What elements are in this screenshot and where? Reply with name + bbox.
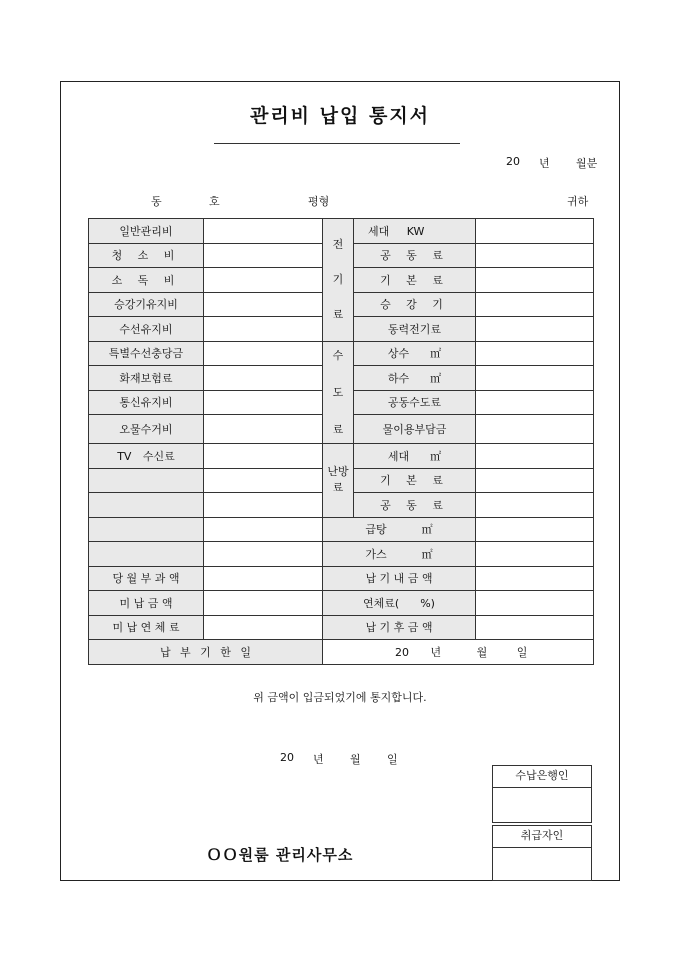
hot-water-label: 급탕 ㎡ bbox=[323, 517, 476, 542]
table-row bbox=[89, 640, 594, 665]
total-left-label: 당 월 부 과 액 bbox=[89, 566, 204, 591]
electric-item-label: 동력전기료 bbox=[354, 317, 476, 342]
due-date-label: 납 부 기 한 일 bbox=[89, 640, 323, 665]
due-day: 일 bbox=[516, 645, 528, 659]
total-right-value bbox=[476, 615, 594, 640]
left-item-value bbox=[204, 517, 323, 542]
table-row bbox=[89, 219, 594, 244]
electric-group-char: 료 bbox=[332, 308, 344, 322]
water-group-char: 료 bbox=[332, 422, 344, 436]
heating-item-value bbox=[476, 468, 594, 493]
date-prefix: 20 bbox=[280, 751, 294, 764]
left-item-value bbox=[204, 317, 323, 342]
electric-item-value bbox=[476, 268, 594, 293]
electric-item-value bbox=[476, 317, 594, 342]
fee-table bbox=[88, 218, 594, 665]
gas-value bbox=[476, 542, 594, 567]
left-item-value bbox=[204, 292, 323, 317]
total-left-label: 미 납 금 액 bbox=[89, 591, 204, 616]
heating-item-label: 기 본 료 bbox=[354, 468, 476, 493]
office-name: ＯＯ원룸 관리사무소 bbox=[206, 846, 354, 864]
left-item-label: 오물수거비 bbox=[89, 415, 204, 444]
electric-item-value bbox=[476, 292, 594, 317]
heating-group: 난방료 bbox=[323, 444, 354, 518]
electric-item-value bbox=[476, 243, 594, 268]
left-item-value bbox=[204, 268, 323, 293]
water-item-value bbox=[476, 415, 594, 444]
unit-pyeong: 평형 bbox=[308, 195, 330, 208]
left-item-label: 수선유지비 bbox=[89, 317, 204, 342]
electric-group bbox=[323, 219, 354, 342]
notice-text: 위 금액이 입금되었기에 통지합니다. bbox=[253, 691, 427, 704]
period-month: 월분 bbox=[576, 157, 598, 170]
water-item-label: 물이용부담금 bbox=[354, 415, 476, 444]
electric-item-label: 기 본 료 bbox=[354, 268, 476, 293]
left-item-label: 일반관리비 bbox=[89, 219, 204, 244]
left-item-value bbox=[204, 366, 323, 391]
heating-item-label: 공 동 료 bbox=[354, 493, 476, 518]
unit-ho: 호 bbox=[209, 195, 220, 208]
table-row bbox=[89, 591, 594, 616]
heating-item-value bbox=[476, 444, 594, 469]
water-item-value bbox=[476, 390, 594, 415]
total-left-value bbox=[204, 615, 323, 640]
period-year: 년 bbox=[539, 157, 550, 170]
left-item-value bbox=[204, 341, 323, 366]
left-item-value bbox=[204, 493, 323, 518]
water-item-label: 하수 ㎡ bbox=[354, 366, 476, 391]
left-item-label bbox=[89, 542, 204, 567]
due-prefix: 20 bbox=[395, 645, 409, 659]
left-item-label: TV 수신료 bbox=[89, 444, 204, 469]
left-item-value bbox=[204, 243, 323, 268]
table-row bbox=[89, 517, 594, 542]
left-item-label: 통신유지비 bbox=[89, 390, 204, 415]
due-year: 년 bbox=[430, 645, 442, 659]
total-right-value bbox=[476, 566, 594, 591]
left-item-label: 청 소 비 bbox=[89, 243, 204, 268]
left-item-value bbox=[204, 415, 323, 444]
left-item-value bbox=[204, 542, 323, 567]
table-row bbox=[89, 341, 594, 366]
period-year-prefix: 20 bbox=[506, 155, 520, 168]
electric-item-label: 승 강 기 bbox=[354, 292, 476, 317]
left-item-label: 화재보험료 bbox=[89, 366, 204, 391]
table-row bbox=[89, 566, 594, 591]
left-item-label bbox=[89, 517, 204, 542]
water-group bbox=[323, 341, 354, 444]
water-item-label: 공동수도료 bbox=[354, 390, 476, 415]
bank-stamp-box bbox=[492, 765, 592, 823]
electric-item-label: 세대 KW bbox=[354, 219, 476, 244]
left-item-value bbox=[204, 219, 323, 244]
date-year: 년 bbox=[313, 753, 324, 766]
heating-item-value bbox=[476, 493, 594, 518]
bank-stamp-label: 수납은행인 bbox=[493, 766, 591, 788]
left-item-value bbox=[204, 468, 323, 493]
total-right-label: 연체료( %) bbox=[323, 591, 476, 616]
water-item-label: 상수 ㎡ bbox=[354, 341, 476, 366]
unit-honorific: 귀하 bbox=[567, 195, 589, 208]
left-item-label: 소 독 비 bbox=[89, 268, 204, 293]
water-item-value bbox=[476, 341, 594, 366]
table-row bbox=[89, 444, 594, 469]
title-underline bbox=[214, 143, 460, 144]
handler-stamp-label: 취급자인 bbox=[493, 826, 591, 848]
water-group-char: 도 bbox=[332, 385, 344, 399]
left-item-label bbox=[89, 493, 204, 518]
date-day: 일 bbox=[387, 753, 398, 766]
hot-water-value bbox=[476, 517, 594, 542]
electric-item-label: 공 동 료 bbox=[354, 243, 476, 268]
gas-label: 가스 ㎡ bbox=[323, 542, 476, 567]
total-right-label: 납 기 후 금 액 bbox=[323, 615, 476, 640]
electric-item-value bbox=[476, 219, 594, 244]
left-item-value bbox=[204, 444, 323, 469]
total-right-value bbox=[476, 591, 594, 616]
water-item-value bbox=[476, 366, 594, 391]
electric-group-char: 기 bbox=[332, 273, 344, 287]
left-item-label bbox=[89, 468, 204, 493]
water-group-char: 수 bbox=[332, 348, 344, 362]
unit-dong: 동 bbox=[151, 195, 162, 208]
left-item-label: 특별수선충당금 bbox=[89, 341, 204, 366]
left-item-value bbox=[204, 390, 323, 415]
total-left-label: 미 납 연 체 료 bbox=[89, 615, 204, 640]
date-month: 월 bbox=[350, 753, 361, 766]
heating-item-label: 세대 ㎡ bbox=[354, 444, 476, 469]
table-row bbox=[89, 542, 594, 567]
total-right-label: 납 기 내 금 액 bbox=[323, 566, 476, 591]
total-left-value bbox=[204, 566, 323, 591]
left-item-label: 승강기유지비 bbox=[89, 292, 204, 317]
due-month: 월 bbox=[476, 645, 488, 659]
document-title: 관리비 납입 통지서 bbox=[249, 105, 431, 127]
table-row bbox=[89, 615, 594, 640]
electric-group-char: 전 bbox=[332, 238, 344, 252]
due-date-value bbox=[323, 640, 594, 665]
total-left-value bbox=[204, 591, 323, 616]
